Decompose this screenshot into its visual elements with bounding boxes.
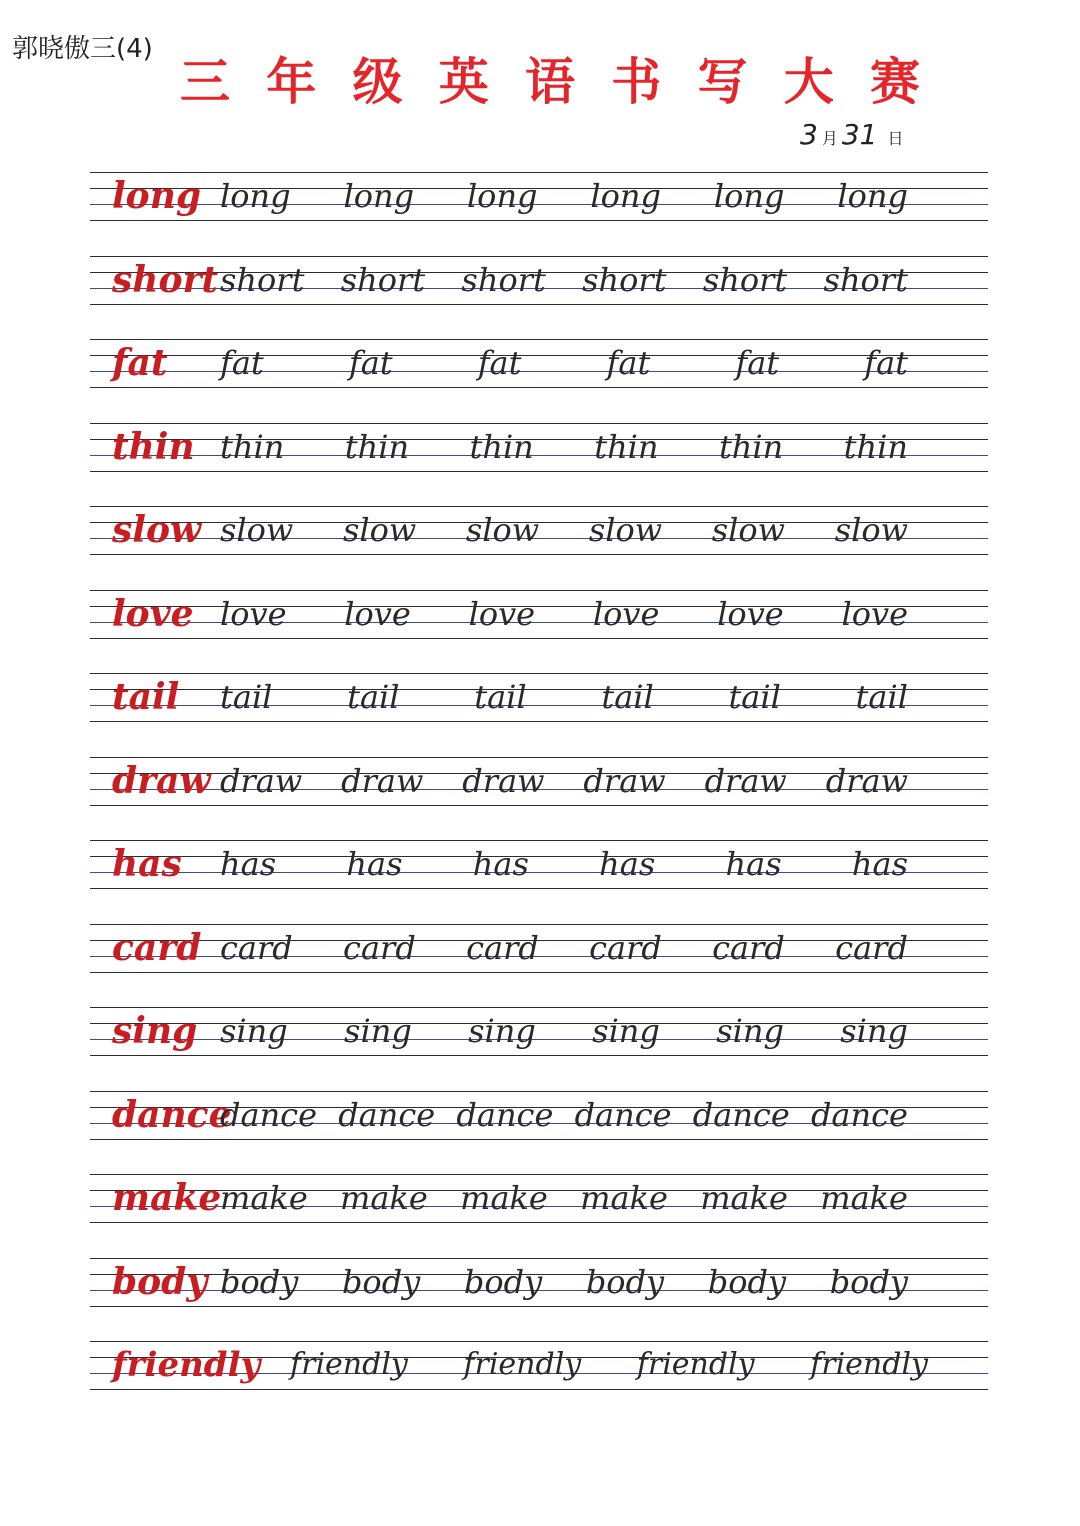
copied-word: dance (810, 1095, 908, 1134)
copied-word: long (343, 177, 415, 215)
copied-word: tail (474, 678, 527, 716)
copied-word: dance (220, 1095, 318, 1134)
copied-word: card (220, 928, 293, 967)
copied-word: body (585, 1262, 665, 1301)
copy-group (220, 256, 988, 304)
copied-word: draw (583, 761, 666, 800)
copied-word: make (580, 1179, 668, 1217)
copied-word: sing (344, 1012, 412, 1050)
writing-row (90, 924, 988, 1008)
copied-word: love (220, 594, 287, 633)
model-word: long (112, 175, 202, 217)
copied-word: short (220, 260, 305, 299)
ruled-line (90, 638, 988, 639)
date-month-unit: 月 (821, 129, 838, 148)
writing-row (90, 1174, 988, 1258)
copied-word: sing (592, 1012, 660, 1050)
copied-word: long (220, 177, 291, 215)
page-title (180, 52, 920, 112)
copied-word: draw (704, 761, 787, 800)
copied-word: tail (220, 678, 273, 716)
copied-word: love (344, 594, 411, 633)
writing-row (90, 1007, 988, 1091)
copied-word: body (463, 1262, 543, 1301)
copied-word: short (582, 260, 667, 299)
copied-word: slow (711, 511, 786, 549)
writing-row (90, 506, 988, 590)
copied-word: long (837, 177, 908, 215)
model-word: body (112, 1260, 208, 1303)
model-word: short (112, 258, 219, 301)
copied-word: make (460, 1179, 548, 1217)
title-char: 三 (180, 52, 230, 111)
writing-row (90, 172, 988, 256)
model-word: friendly (112, 1345, 261, 1385)
ruled-line (90, 1139, 988, 1140)
copied-word: fat (477, 344, 522, 382)
copied-word: fat (864, 344, 908, 382)
copied-word: fat (606, 344, 651, 382)
copied-word: love (592, 594, 660, 633)
copied-word: dance (456, 1095, 554, 1134)
copied-word: card (343, 928, 416, 967)
model-word: tail (112, 676, 180, 718)
copied-word: thin (469, 427, 534, 466)
date-day-unit: 日 (887, 129, 904, 148)
model-word: dance (112, 1093, 232, 1136)
copied-word: fat (348, 344, 393, 382)
model-word: card (112, 926, 202, 969)
copied-word: short (702, 260, 788, 299)
title-char: 英 (438, 52, 489, 111)
copied-word: has (725, 845, 782, 883)
title-char: 语 (525, 52, 575, 111)
copied-word: love (841, 594, 908, 633)
ruled-line (90, 1389, 988, 1390)
copied-word: slow (834, 511, 908, 549)
copied-word: sing (840, 1012, 908, 1050)
copy-group (220, 506, 988, 554)
writing-row (90, 757, 988, 841)
copied-word: make (700, 1179, 788, 1217)
copied-word: draw (220, 761, 303, 800)
copy-group (220, 1091, 988, 1139)
model-word: fat (112, 342, 168, 384)
copied-word: slow (342, 511, 417, 549)
writing-row (90, 590, 988, 674)
copy-group (220, 840, 988, 888)
copied-word: tail (601, 678, 654, 716)
model-word: love (112, 592, 194, 635)
copied-word: love (717, 594, 784, 633)
title-char: 书 (611, 52, 662, 111)
copied-word: thin (843, 427, 908, 466)
copied-word: has (599, 845, 656, 883)
writing-row (90, 256, 988, 340)
writing-row (90, 339, 988, 423)
copied-word: has (851, 845, 908, 883)
title-char: 大 (783, 52, 834, 111)
copied-word: draw (462, 761, 545, 800)
copy-group (220, 757, 988, 805)
copied-word: dance (692, 1095, 790, 1134)
copied-word: short (823, 260, 908, 299)
copied-word: sing (220, 1012, 288, 1050)
copied-word: card (466, 928, 539, 967)
copied-word: make (820, 1179, 908, 1217)
copy-group (220, 1258, 988, 1306)
model-word: draw (112, 759, 211, 802)
ruled-line (90, 554, 988, 555)
model-word: thin (112, 425, 195, 468)
model-word: has (112, 843, 182, 885)
copied-word: long (466, 177, 538, 215)
ruled-line (90, 304, 988, 305)
date-month: 3 (800, 118, 818, 151)
writing-row (90, 1091, 988, 1175)
copied-word: has (346, 845, 403, 883)
ruled-line (90, 220, 988, 221)
copied-word: thin (344, 427, 410, 466)
copied-word: friendly (810, 1347, 928, 1382)
copy-group (290, 1341, 988, 1389)
ruled-line (90, 1222, 988, 1223)
copied-word: friendly (636, 1347, 755, 1382)
copied-word: sing (716, 1012, 784, 1050)
copied-word: friendly (463, 1347, 582, 1382)
copied-word: sing (468, 1012, 536, 1050)
writing-row (90, 1258, 988, 1342)
copied-word: dance (338, 1095, 436, 1134)
writing-row (90, 840, 988, 924)
copied-word: has (220, 845, 277, 883)
copied-word: short (340, 260, 426, 299)
copy-group (220, 673, 988, 721)
copied-word: body (341, 1262, 421, 1301)
copied-word: card (712, 928, 785, 967)
ruled-line (90, 387, 988, 388)
title-char: 赛 (870, 52, 920, 111)
copied-word: make (340, 1179, 428, 1217)
copied-word: slow (588, 511, 663, 549)
ruled-line (90, 1055, 988, 1056)
copied-word: long (590, 177, 661, 215)
ruled-line (90, 972, 988, 973)
handwriting-sheet (90, 172, 988, 1425)
writing-row (90, 1341, 988, 1425)
model-word: make (112, 1177, 222, 1219)
copied-word: tail (855, 678, 908, 716)
copied-word: draw (825, 761, 908, 800)
model-word: sing (112, 1010, 198, 1052)
copied-word: dance (574, 1095, 672, 1134)
ruled-line (90, 805, 988, 806)
copied-word: slow (220, 511, 294, 549)
copied-word: friendly (290, 1347, 408, 1382)
copy-group (220, 423, 988, 471)
copied-word: body (220, 1262, 299, 1301)
copied-word: short (461, 260, 546, 299)
ruled-line (90, 1306, 988, 1307)
writing-row (90, 673, 988, 757)
copied-word: body (829, 1262, 908, 1301)
copied-word: card (835, 928, 908, 967)
copied-word: card (589, 928, 662, 967)
copy-group (220, 172, 988, 220)
copy-group (220, 1007, 988, 1055)
copied-word: tail (347, 678, 400, 716)
copy-group (220, 339, 988, 387)
title-char: 写 (697, 52, 748, 111)
copied-word: thin (594, 427, 659, 466)
ruled-line (90, 888, 988, 889)
copy-group (220, 590, 988, 638)
copied-word: fat (735, 344, 780, 382)
copied-word: long (713, 177, 785, 215)
title-char: 级 (352, 52, 403, 111)
title-char: 年 (266, 52, 317, 111)
date-day: 31 (841, 118, 878, 151)
copied-word: draw (341, 761, 424, 800)
copied-word: fat (220, 344, 264, 382)
copied-word: body (707, 1262, 787, 1301)
ruled-line (90, 721, 988, 722)
copied-word: slow (465, 511, 540, 549)
copied-word: tail (728, 678, 781, 716)
copy-group (220, 1174, 988, 1222)
writing-row (90, 423, 988, 507)
copy-group (220, 924, 988, 972)
copied-word: love (468, 594, 536, 633)
copied-word: thin (220, 427, 285, 466)
model-word: slow (112, 509, 201, 551)
copied-word: make (220, 1179, 308, 1217)
ruled-line (90, 471, 988, 472)
student-name: 郭晓傲三(4) (12, 34, 153, 64)
copied-word: has (472, 845, 529, 883)
date (800, 118, 908, 151)
copied-word: thin (718, 427, 784, 466)
